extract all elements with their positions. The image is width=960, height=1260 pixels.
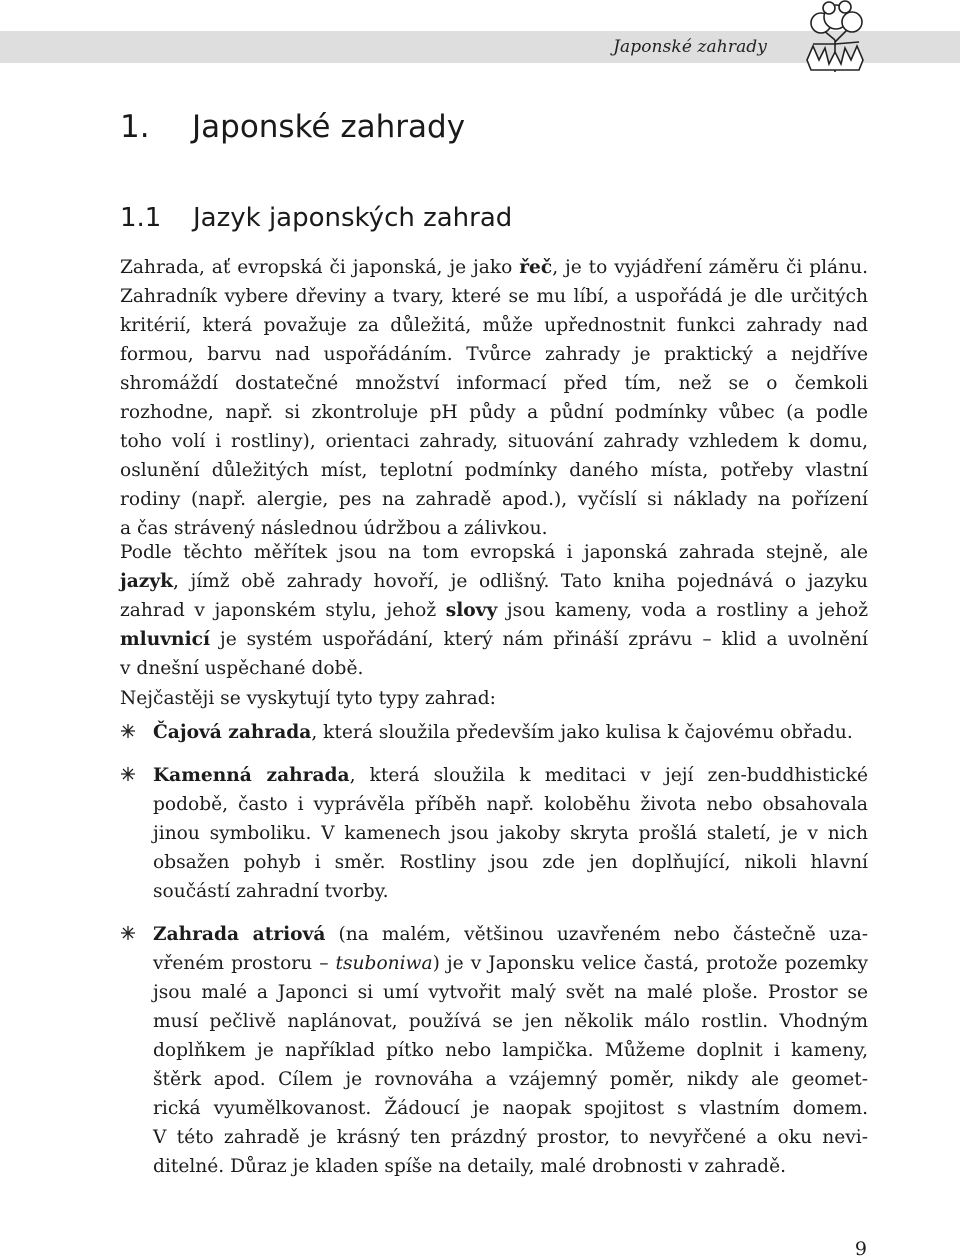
bold-term: jazyk [120,571,174,592]
section-heading [120,203,512,233]
bold-term: řeč [519,257,553,278]
text-line: V této zahradě je krásný ten prázdný prostor, to nevyřčené a oku nevi- [153,1127,868,1148]
bullet-term: Zahrada atriová [153,924,326,945]
chapter-title: Japonské zahrady [192,109,466,145]
text-line: rická vyumělkovanost. Žádoucí je naopak spojitost s vlastním domem. [153,1098,868,1119]
bullet-term: Čajová zahrada [153,722,312,743]
text-line: podobě, často i vyprávěla příběh např. koloběhu života nebo obsahovala [153,794,868,815]
text-line: rodiny (např. alergie, pes na zahradě apod.), vyčíslí si náklady na pořízení [120,489,868,510]
list-item-atrium-garden [120,920,868,1181]
text-line: jinou symboliku. V kamenech jsou jakoby skryta prošlá staletí, je v nich [153,823,868,844]
text-line: štěrk apod. Cílem je rovnováha a vzájemný poměr, nikdy ale geomet- [153,1069,868,1090]
text-line: Čajová zahrada, která sloužila především jako kulisa k čajovému obřadu. [153,722,853,743]
bold-term: mluvnicí [120,629,211,650]
text-line: obsažen pohyb i směr. Rostliny jsou zde jen doplňující, nikoli hlavní [153,852,868,873]
text-line: součástí zahradní tvorby. [153,881,389,902]
text-line: jazyk, jímž obě zahrady hovoří, je odlišný. Tato kniha pojednává o jazyku [120,571,868,592]
bullet-term: Kamenná zahrada [153,765,350,786]
bold-term: slovy [445,600,498,621]
text-line: doplňkem je například pítko nebo lampička. Můžeme doplnit i kameny, [153,1040,868,1061]
text-line: Kamenná zahrada, která sloužila k meditaci v její zen-buddhistické [153,765,868,786]
text-line: musí pečlivě naplánovat, používá se jen několik málo rostlin. Vhodným [153,1011,868,1032]
chapter-heading [120,109,465,145]
text-line: Zahrada, ať evropská či japonská, je jako řeč, je to vyjádření záměru či plánu. [120,257,869,278]
italic-term: tsuboniwa [335,953,433,974]
text-line: shromáždí dostatečné množství informací před tím, než se o čemkoli [120,373,868,394]
snowflake-bullet-icon [120,925,136,941]
text-line: formou, barvu nad uspořádáním. Tvůrce zahrady je praktický a nejdříve [120,344,868,365]
paragraph-1 [120,253,868,543]
text-line: Podle těchto měřítek jsou na tom evropská i japonská zahrada stejně, ale [120,542,868,563]
snowflake-bullet-icon [120,766,136,782]
page-number: 9 [854,1238,867,1260]
paragraph-2 [120,538,868,683]
text-line: ditelné. Důraz je kladen spíše na detaily, malé drobnosti v zahradě. [153,1156,787,1177]
text-line: jsou malé a Japonci si umí vytvořit malý svět na malé ploše. Prostor se [153,982,868,1003]
text-line: mluvnicí je systém uspořádání, který nám přináší zprávu – klid a uvolnění [120,629,868,650]
text-line: Zahrada atriová (na malém, většinou uzavřeném nebo částečně uza- [153,924,869,945]
text-line: zahrad v japonském stylu, jehož slovy jsou kameny, voda a rostliny a jehož [120,600,868,621]
text-line: v dnešní uspěchané době. [120,658,364,679]
section-number: 1.1 [120,203,162,233]
garden-types-list [120,718,868,1195]
text-line: Nejčastěji se vyskytují tyto typy zahrad: [120,688,496,709]
text-line: a čas strávený následnou údržbou a zálivkou. [120,518,548,539]
text-line: Zahradník vybere dřeviny a tvary, které se mu líbí, a uspořádá je dle určitých [120,286,868,307]
tree-logo-icon [799,0,875,74]
list-item-tea-garden [120,718,868,747]
text-line: rozhodne, např. si zkontroluje pH půdy a půdní podmínky vůbec (a podle [120,402,868,423]
paragraph-3 [120,684,868,713]
text-line: kritérií, která považuje za důležitá, může upřednostnit funkci zahrady nad [120,315,868,336]
list-item-rock-garden [120,761,868,906]
text-line: toho volí i rostliny), orientaci zahrady, situování zahrady vzhledem k domu, [120,431,868,452]
running-head: Japonské zahrady [613,37,767,57]
text-line: oslunění důležitých míst, teplotní podmínky daného místa, potřeby vlastní [120,460,868,481]
section-title: Jazyk japonských zahrad [193,203,513,233]
chapter-number: 1. [120,109,150,145]
snowflake-bullet-icon [120,723,136,739]
text-line: vřeném prostoru – tsuboniwa) je v Japonsku velice častá, protože pozemky [153,953,868,974]
